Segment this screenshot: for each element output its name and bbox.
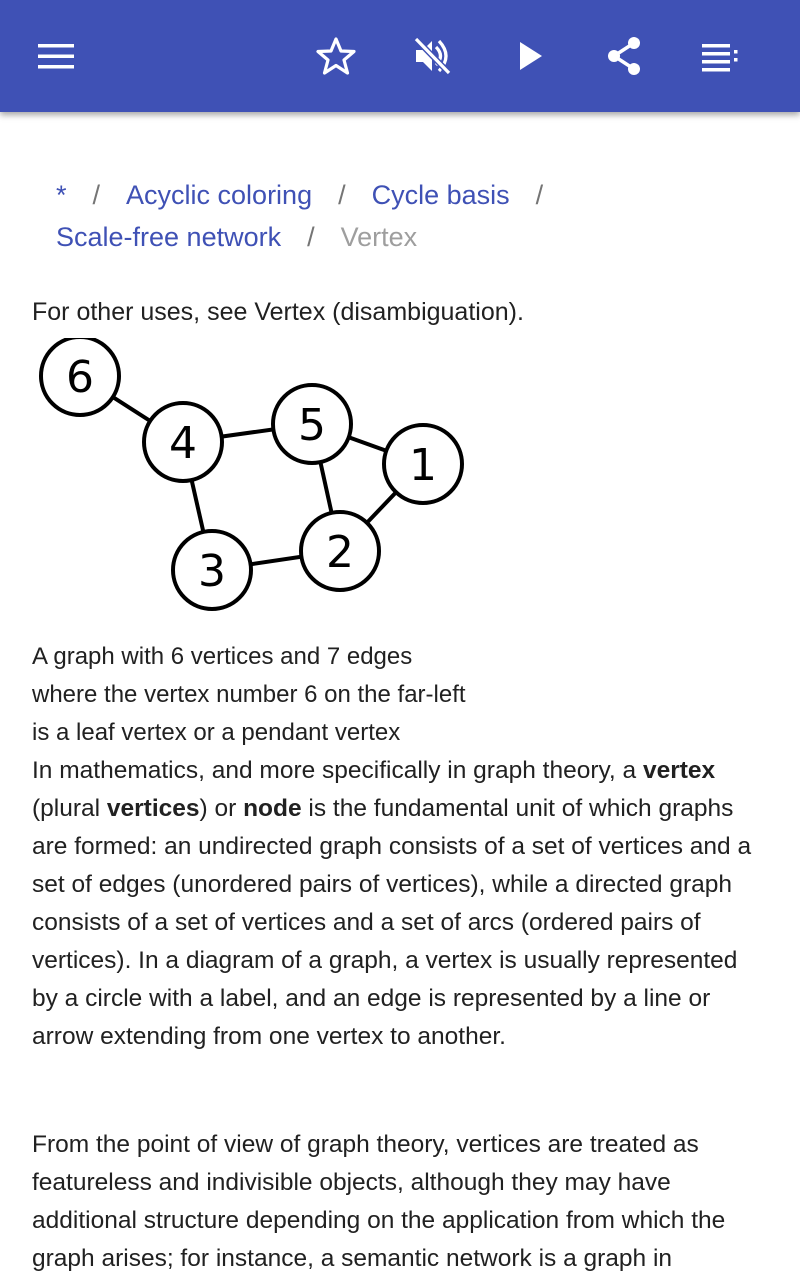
vertex-label: 3 (198, 546, 226, 597)
playlist-icon (700, 36, 740, 76)
vertex-label: 5 (298, 400, 326, 451)
graph-figure[interactable] (32, 338, 472, 628)
breadcrumb-separator: / (92, 180, 101, 210)
bold-term: node (243, 795, 302, 822)
vertex-label: 6 (66, 352, 94, 403)
play-button[interactable] (502, 28, 558, 84)
paragraph-text: is the fundamental unit of which graphs are formed: an undirected graph consists of a set of vertices and a set of edges (unordered pairs of vertices), while a directed graph consists of a set of vertices and a set of arcs (ordered pairs of vertices). In a diagram of a graph, a vertex is usually represented by a circle with a label, and an edge is represented by a line or arrow extending from one vertex to another. (32, 795, 752, 1050)
body-paragraph: From the point of view of graph theory, vertices are treated as featureless and indivisible objects, although they may have additional structure depending on the application from which the graph arises; for instance, a semantic network is a graph in (32, 1131, 726, 1272)
hatnote[interactable]: For other uses, see Vertex (disambiguation). (32, 298, 524, 326)
contents-button[interactable] (692, 28, 748, 84)
paragraph-text: ) or (199, 795, 244, 822)
play-icon (510, 36, 550, 76)
share-icon (604, 36, 644, 76)
volume-off-icon (412, 36, 452, 76)
figure-caption: A graph with 6 vertices and 7 edges where the vertex number 6 on the far-left is a leaf vertex or a pendant vertex (32, 643, 466, 746)
bold-term: vertices (106, 795, 200, 822)
breadcrumb-item-home[interactable]: * (56, 180, 67, 210)
bold-term: vertex (642, 757, 716, 784)
breadcrumb-item-cycle-basis[interactable]: Cycle basis (371, 180, 510, 210)
vertex-label: 2 (326, 527, 354, 578)
menu-icon (36, 36, 76, 76)
intro-paragraph (32, 752, 768, 1056)
share-button[interactable] (596, 28, 652, 84)
breadcrumb-separator: / (338, 180, 346, 210)
app-toolbar (0, 0, 800, 112)
breadcrumb (56, 174, 756, 258)
paragraph-text: (plural (32, 795, 107, 822)
star-outline-icon (316, 36, 356, 76)
paragraph-text: In mathematics, and more specifically in graph theory, a (32, 757, 643, 784)
menu-button[interactable] (28, 28, 84, 84)
bookmark-button[interactable] (308, 28, 364, 84)
breadcrumb-item-scale-free-network[interactable]: Scale-free network (56, 222, 282, 252)
vertex-label: 1 (409, 440, 437, 491)
breadcrumb-current: Vertex (340, 222, 418, 252)
mute-button[interactable] (404, 28, 460, 84)
breadcrumb-separator: / (307, 222, 315, 252)
vertex-label: 4 (169, 418, 197, 469)
breadcrumb-item-acyclic-coloring[interactable]: Acyclic coloring (126, 180, 313, 210)
breadcrumb-separator: / (535, 180, 544, 210)
